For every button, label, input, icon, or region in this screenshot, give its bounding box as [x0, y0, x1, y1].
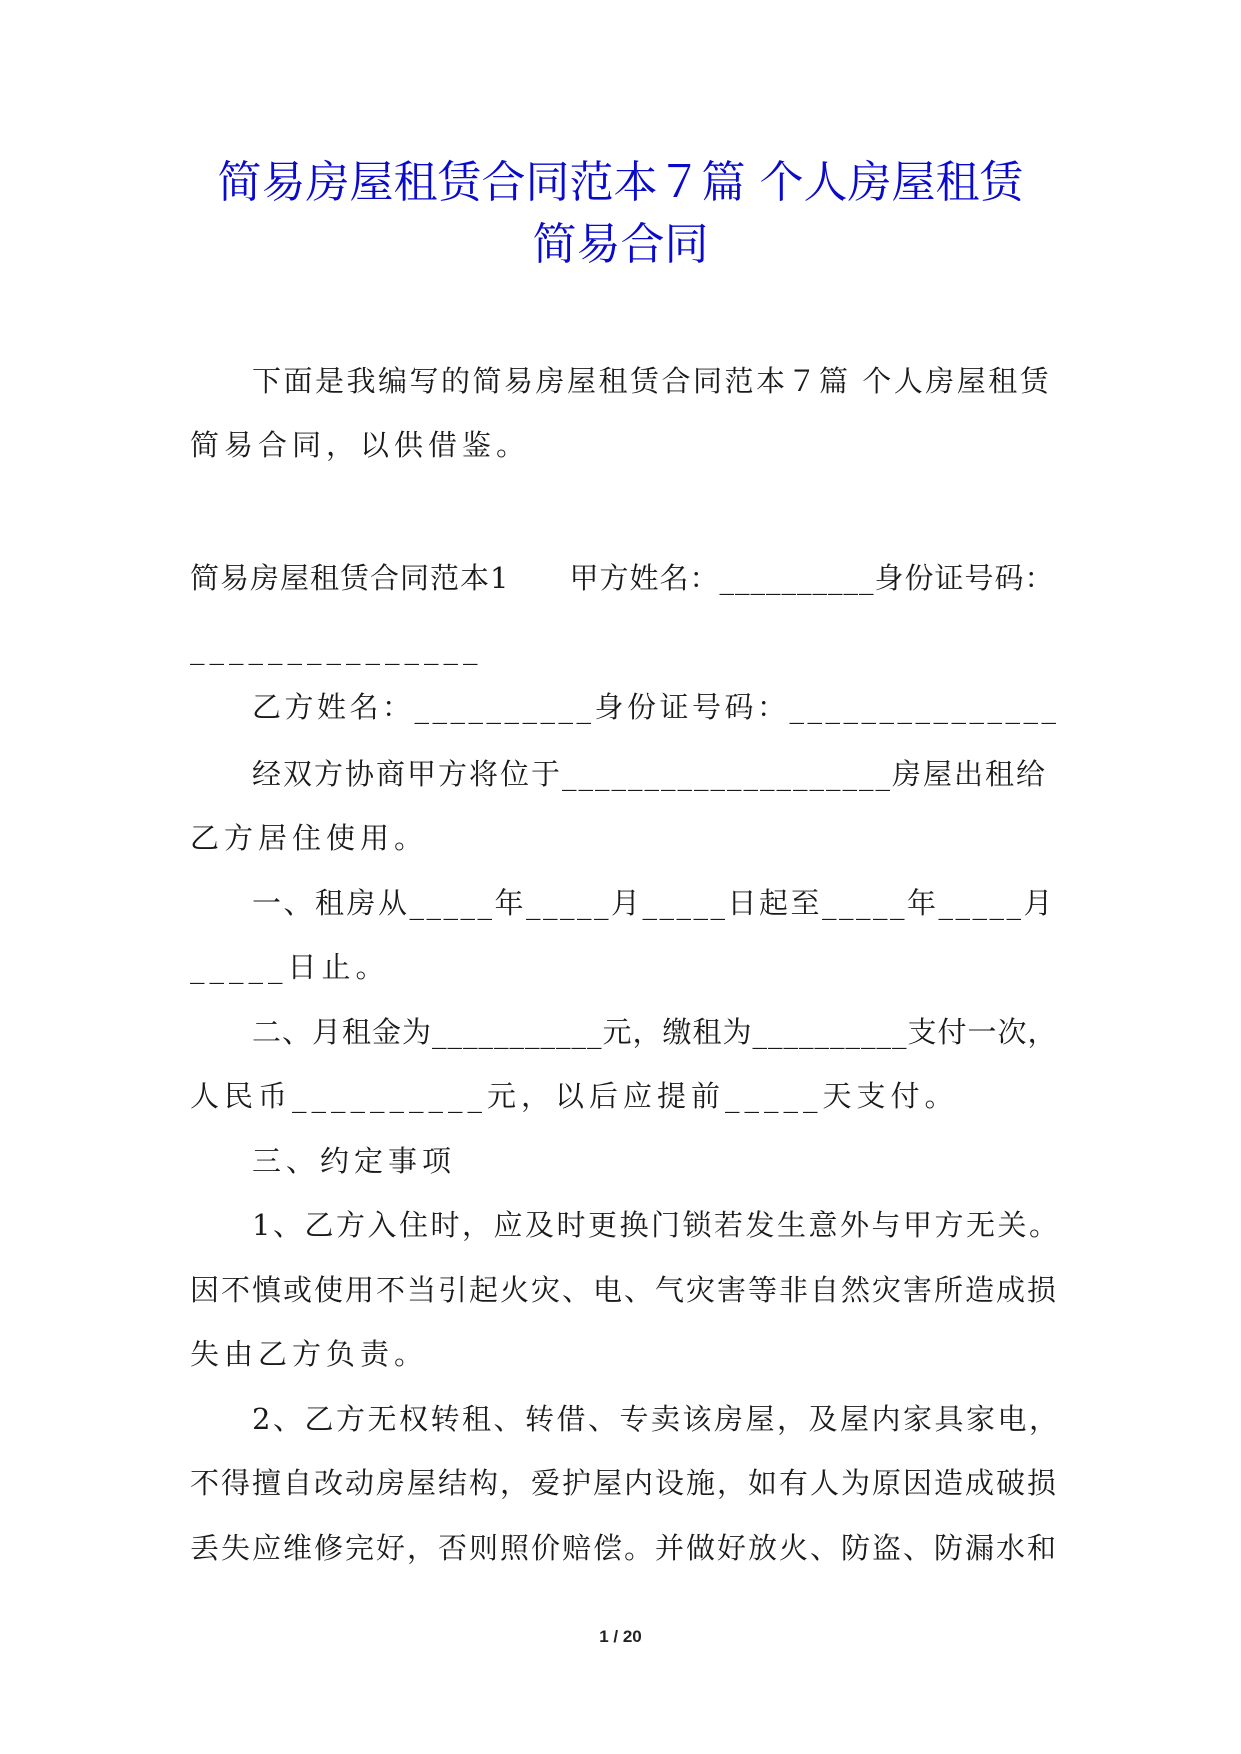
lease-term-line-1: 一、租房从_____年_____月_____日起至_____年_____月	[252, 886, 1056, 920]
document-title-line-2: 简易合同	[532, 219, 709, 270]
matter-2-line-2: 不得擅自改动房屋结构，爱护屋内设施，如有人为原因造成破损	[190, 1466, 1059, 1500]
lease-term-line-2: _____日止。	[190, 950, 390, 984]
agreement-line-2: 乙方居住使用。	[190, 821, 429, 855]
document-title-line-1: 简易房屋租赁合同范本７篇 个人房屋租赁	[217, 157, 1024, 208]
rent-line-2: 人民币__________元，以后应提前_____天支付。	[190, 1079, 959, 1113]
matter-1-line-2: 因不慎或使用不当引起火灾、电、气灾害等非自然灾害所造成损	[190, 1273, 1059, 1307]
matter-1-line-3: 失由乙方负责。	[190, 1337, 429, 1371]
agreed-matters-heading: 三、约定事项	[252, 1144, 457, 1178]
matter-2-line-1: 2、乙方无权转租、转借、专卖该房屋，及屋内家具家电，	[252, 1402, 1061, 1436]
page-number: 1 / 20	[599, 1627, 642, 1646]
matter-1-line-1: 1、乙方入住时，应及时更换门锁若发生意外与甲方无关。	[252, 1208, 1061, 1242]
contract-1-heading: 简易房屋租赁合同范本1 甲方姓名：__________身份证号码：	[190, 561, 1055, 595]
party-b-line: 乙方姓名：__________身份证号码：_______________	[252, 690, 1060, 724]
id-number-blank: _______________	[190, 631, 483, 665]
rent-line-1: 二、月租金为___________元，缴租为__________支付一次，	[252, 1015, 1058, 1049]
agreement-line-1: 经双方协商甲方将位于____________________房屋出租给	[252, 757, 1048, 791]
intro-paragraph-line-2: 简易合同，以供借鉴。	[190, 428, 531, 462]
matter-2-line-3: 丢失应维修完好，否则照价赔偿。并做好放火、防盗、防漏水和	[190, 1531, 1059, 1565]
intro-paragraph-line-1: 下面是我编写的简易房屋租赁合同范本７篇 个人房屋租赁	[252, 364, 1052, 398]
